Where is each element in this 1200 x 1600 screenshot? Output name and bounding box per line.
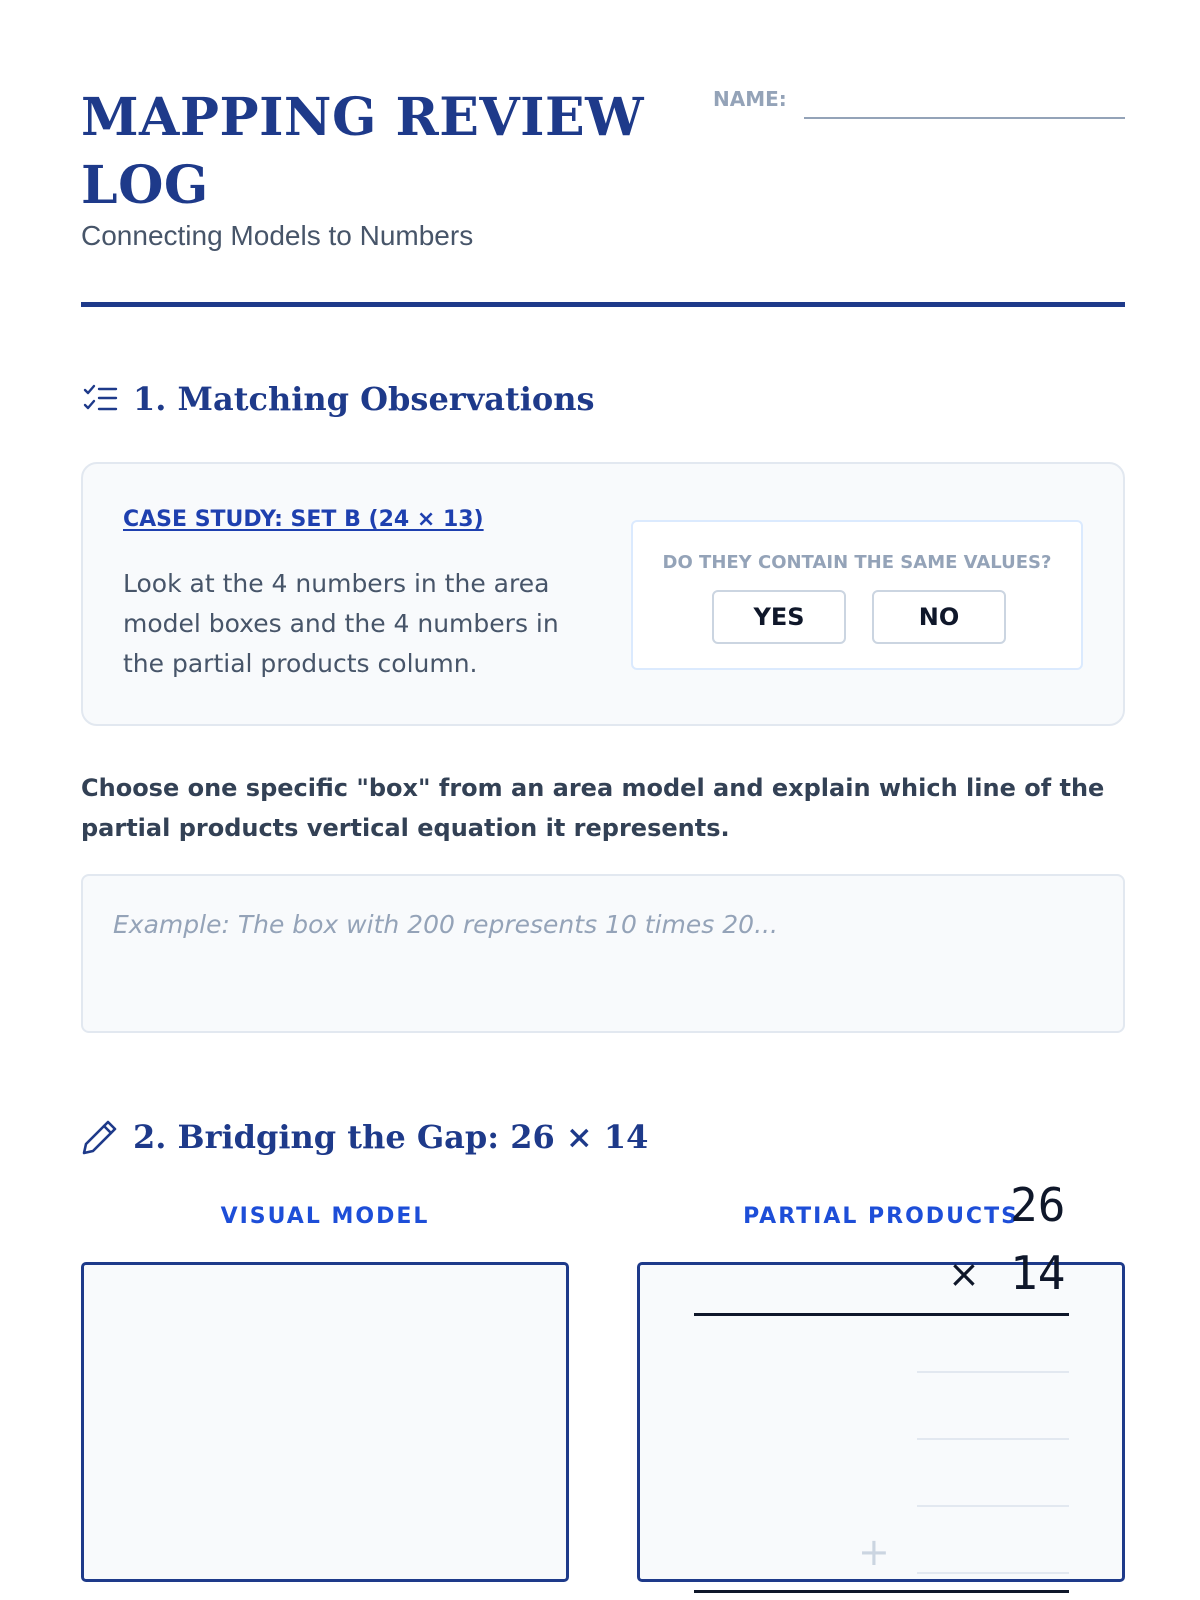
plus-sign: + [858,1530,890,1574]
partial-products-label: PARTIAL PRODUCTS [743,1204,1019,1229]
name-input-line[interactable] [804,117,1125,119]
pencil-icon [81,1118,119,1156]
case-study-title: CASE STUDY: SET B (24 × 13) [123,507,484,532]
multiplication-rule [694,1313,1069,1316]
top-factor: 26 [1010,1178,1066,1232]
partial-product-line[interactable] [917,1572,1069,1574]
case-study-card [81,462,1125,726]
page-subtitle: Connecting Models to Numbers [81,220,474,251]
times-sign: × [948,1252,980,1296]
page-header [81,84,1125,309]
same-values-question [631,520,1083,670]
visual-model-area[interactable] [81,1262,569,1582]
no-button[interactable]: NO [872,590,1006,644]
explanation-input[interactable] [81,874,1125,1033]
section-2-title: 2. Bridging the Gap: 26 × 14 [133,1118,649,1156]
question-text: DO THEY CONTAIN THE SAME VALUES? [662,552,1052,573]
section-1-title: 1. Matching Observations [133,380,595,418]
visual-model-label: VISUAL MODEL [220,1204,430,1229]
partial-product-line[interactable] [917,1438,1069,1440]
partial-product-line[interactable] [917,1371,1069,1373]
checklist-icon [81,380,119,418]
section-2-heading [81,1118,648,1156]
page-title: MAPPING REVIEW LOG [81,87,645,216]
bottom-factor: 14 [1010,1246,1066,1300]
sum-rule [694,1590,1069,1593]
name-label: NAME: [713,87,787,111]
partial-product-line[interactable] [917,1505,1069,1507]
yes-button[interactable]: YES [712,590,846,644]
case-study-text: Look at the 4 numbers in the area model boxes and the 4 numbers in the partial products column. [123,569,559,678]
explain-prompt: Choose one specific "box" from an area model and explain which line of the partial products vertical equation it represents. [81,774,1105,842]
explanation-placeholder: Example: The box with 200 represents 10 times 20... [113,910,778,939]
header-divider [81,302,1125,307]
section-1-heading [81,380,595,418]
